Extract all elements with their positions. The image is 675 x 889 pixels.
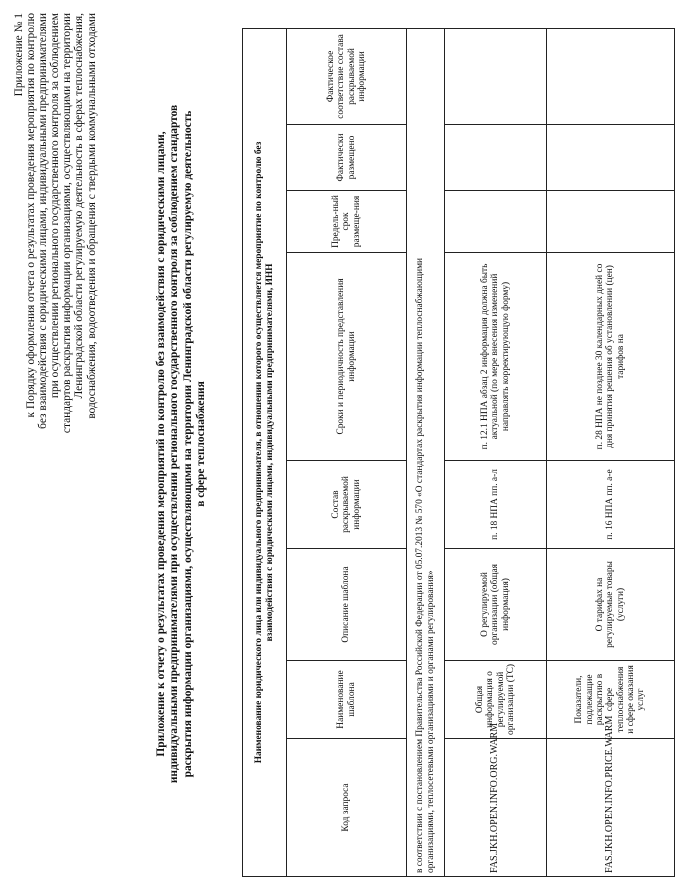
column-header: Код запроса — [287, 739, 407, 877]
section-line: в соответствии с постановлением Правительства Российской Федерации от 05.07.2013 № 570 «О стандартах раскрытия информации теплоснабжающими — [415, 257, 426, 873]
title-line: раскрытия информации организациями, осуществляющими на территории Ленинградской области регулируемую деятельность — [181, 110, 194, 778]
appendix-line: стандартов раскрытия информации организациями, осуществляющими на территории — [61, 13, 74, 434]
entity-header-line: взаимодействия с юридическими лицами, индивидуальными предпринимателями, ИНН — [264, 263, 275, 642]
column-header: Предель-ный срок размеще-ния — [287, 191, 407, 253]
entity-header-row — [243, 28, 287, 876]
report-table — [242, 28, 675, 877]
deadline-cell — [445, 191, 547, 253]
name-cell: Показатели, подлежащие раскрытию в сфере теплоснабжения и сфере оказания услуг — [547, 661, 675, 739]
description-cell: О регулируемой организации (общая информация) — [445, 549, 547, 661]
table-row — [445, 28, 547, 876]
terms-cell: п. 28 НПА не позднее 30 календарных дней со дня принятия решения об установлении (цен) тарифов на — [547, 253, 675, 461]
composition-cell: п. 16 НПА пп. а-е — [547, 461, 675, 549]
appendix-line: к Порядку оформления отчета о результатах проведения мероприятия по контролю — [25, 13, 38, 418]
entity-header-line: Наименование юридического лица или индивидуального предпринимателя, в отношении которого осуществляется мероприятие по контролю без — [254, 141, 265, 764]
document-title — [155, 99, 208, 789]
column-header-row — [287, 28, 407, 876]
terms-cell: п. 12.1 НПА абзац 2 информация должна быть актуальной (по мере внесения изменений направлять корректирующую форму) — [445, 253, 547, 461]
code-cell: FAS.JKH.OPEN.INFO.ORG.WARM — [445, 739, 547, 877]
actual-cell — [547, 28, 675, 124]
title-line: в сфере теплоснабжения — [194, 381, 207, 507]
appendix-line: Ленинградской области регулируемую деятельность в сферах теплоснабжения, — [73, 13, 86, 399]
placed-cell — [547, 125, 675, 191]
title-line: индивидуальными предпринимателями при осуществлении регионального государственного контроля за соблюдением стандартов — [168, 104, 181, 784]
column-header: Описание шаблона — [287, 549, 407, 661]
section-row — [407, 28, 445, 876]
appendix-line: без взаимодействия с юридическими лицами, индивидуальными предпринимателями — [37, 13, 50, 429]
table-row — [547, 28, 675, 876]
appendix-line: Приложение № 1 — [13, 13, 25, 97]
title-line: Приложение к отчету о результатах проведения мероприятий по контролю без взаимодействия с юридическими лицами, — [155, 131, 167, 757]
name-cell: Общая информация о регулируемой организации (ТС) — [445, 661, 547, 739]
appendix-line: водоснабжения, водоотведения и обращения с твердыми коммунальными отходами — [85, 13, 98, 419]
column-header: Наименование шаблона — [287, 661, 407, 739]
description-cell: О тарифах на регулируемые товары (услуги) — [547, 549, 675, 661]
appendix-line: при осуществлении регионального государственного контроля за соблюдением — [49, 13, 62, 399]
appendix-note — [13, 13, 98, 441]
entity-header-cell — [243, 28, 287, 876]
deadline-cell — [547, 191, 675, 253]
column-header: Фактически размещено — [287, 125, 407, 191]
section-cell — [407, 28, 445, 876]
actual-cell — [445, 28, 547, 124]
column-header: Фактическое соответствие состава раскрываемой информации — [287, 28, 407, 124]
placed-cell — [445, 125, 547, 191]
composition-cell: п. 18 НПА пп. а-л — [445, 461, 547, 549]
section-line: организациями, теплосетевыми организациями и органами регулирования» — [425, 570, 436, 873]
code-cell: FAS.JKH.OPEN.INFO.PRICE.WARM — [547, 739, 675, 877]
column-header: Состав раскрываемой информации — [287, 461, 407, 549]
column-header: Сроки и периодичность представления информации — [287, 253, 407, 461]
